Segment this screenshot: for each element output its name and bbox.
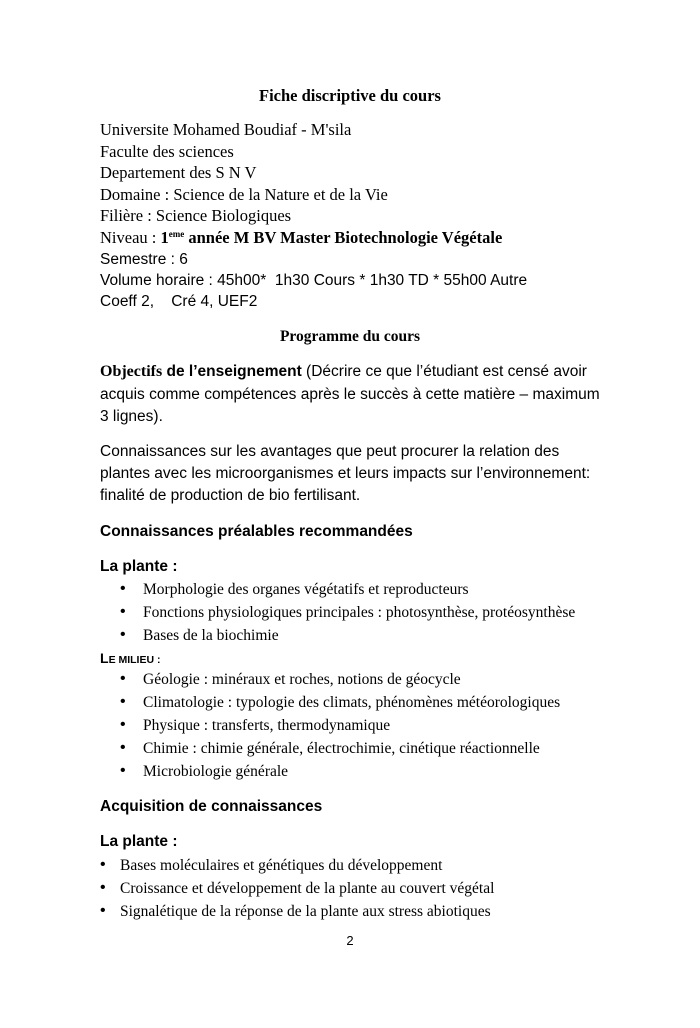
level-sup: eme	[168, 229, 185, 239]
bullet-icon: •	[120, 670, 126, 687]
university-line: Universite Mohamed Boudiaf - M'sila	[100, 120, 352, 139]
description-line: plantes avec les microorganismes et leurs impacts sur l’environnement:	[100, 465, 591, 482]
bullet-icon: •	[120, 716, 126, 733]
hours-line: Volume horaire : 45h00* 1h30 Cours * 1h30 TD * 55h00 Autre	[100, 272, 528, 289]
objectives-label-b: de l’enseignement	[162, 363, 302, 380]
list-item: • Signalétique de la réponse de la plante aux stress abiotiques	[100, 902, 491, 920]
programme-title: Programme du cours	[279, 328, 421, 345]
level-label: Niveau :	[100, 228, 161, 247]
level-num: 1	[160, 228, 169, 247]
description-line: finalité de production de bio fertilisant.	[100, 487, 361, 504]
document-title: Fiche discriptive du cours	[259, 86, 441, 105]
department-line: Departement des S N V	[100, 163, 257, 182]
objectives-text-1: (Décrire ce que l’étudiant est censé avoir	[301, 363, 587, 380]
list-item: • Physique : transferts, thermodynamique	[120, 716, 391, 734]
milieu-label: LE MILIEU :	[100, 650, 161, 666]
level-line	[100, 228, 502, 248]
bullet-icon: •	[120, 762, 126, 779]
bullet-icon: •	[120, 693, 126, 710]
page-number: 2	[346, 933, 354, 948]
bullet-icon: •	[120, 580, 126, 597]
acq-plant-label: La plante :	[100, 833, 178, 850]
list-item: • Fonctions physiologiques principales : photosynthèse, protéosynthèse	[120, 603, 576, 621]
field-line: Filière : Science Biologiques	[100, 206, 292, 225]
list-item: • Climatologie : typologie des climats, phénomènes météorologiques	[120, 693, 561, 711]
prereq-heading: Connaissances préalables recommandées	[100, 523, 413, 540]
list-item: • Bases de la biochimie	[120, 626, 279, 644]
bullet-icon: •	[120, 603, 126, 620]
coeff-line: Coeff 2, Cré 4, UEF2	[100, 293, 258, 310]
list-item: • Chimie : chimie générale, électrochimie, cinétique réactionnelle	[120, 739, 540, 757]
bullet-icon: •	[100, 902, 106, 919]
plant-label: La plante :	[100, 558, 178, 575]
list-item: • Microbiologie générale	[120, 762, 289, 780]
list-item: • Bases moléculaires et génétiques du développement	[100, 856, 443, 874]
objectives-line-1	[100, 362, 587, 382]
level-rest: année M BV Master Biotechnologie Végétale	[184, 228, 503, 247]
description-line: Connaissances sur les avantages que peut procurer la relation des	[100, 443, 560, 460]
faculty-line: Faculte des sciences	[100, 142, 234, 161]
bullet-icon: •	[100, 879, 106, 896]
objectives-line-3: 3 lignes).	[100, 408, 163, 425]
objectives-label-a: Objectifs	[100, 363, 163, 380]
acquisition-heading: Acquisition de connaissances	[100, 798, 323, 815]
bullet-icon: •	[120, 626, 126, 643]
bullet-icon: •	[100, 856, 106, 873]
list-item: • Géologie : minéraux et roches, notions de géocycle	[120, 670, 461, 688]
objectives-line-2: acquis comme compétences après le succès à cette matière – maximum	[100, 386, 600, 403]
list-item: • Croissance et développement de la plante au couvert végétal	[100, 879, 495, 897]
domain-line: Domaine : Science de la Nature et de la Vie	[100, 185, 388, 204]
semester-line: Semestre : 6	[100, 251, 188, 268]
list-item: • Morphologie des organes végétatifs et reproducteurs	[120, 580, 469, 598]
bullet-icon: •	[120, 739, 126, 756]
